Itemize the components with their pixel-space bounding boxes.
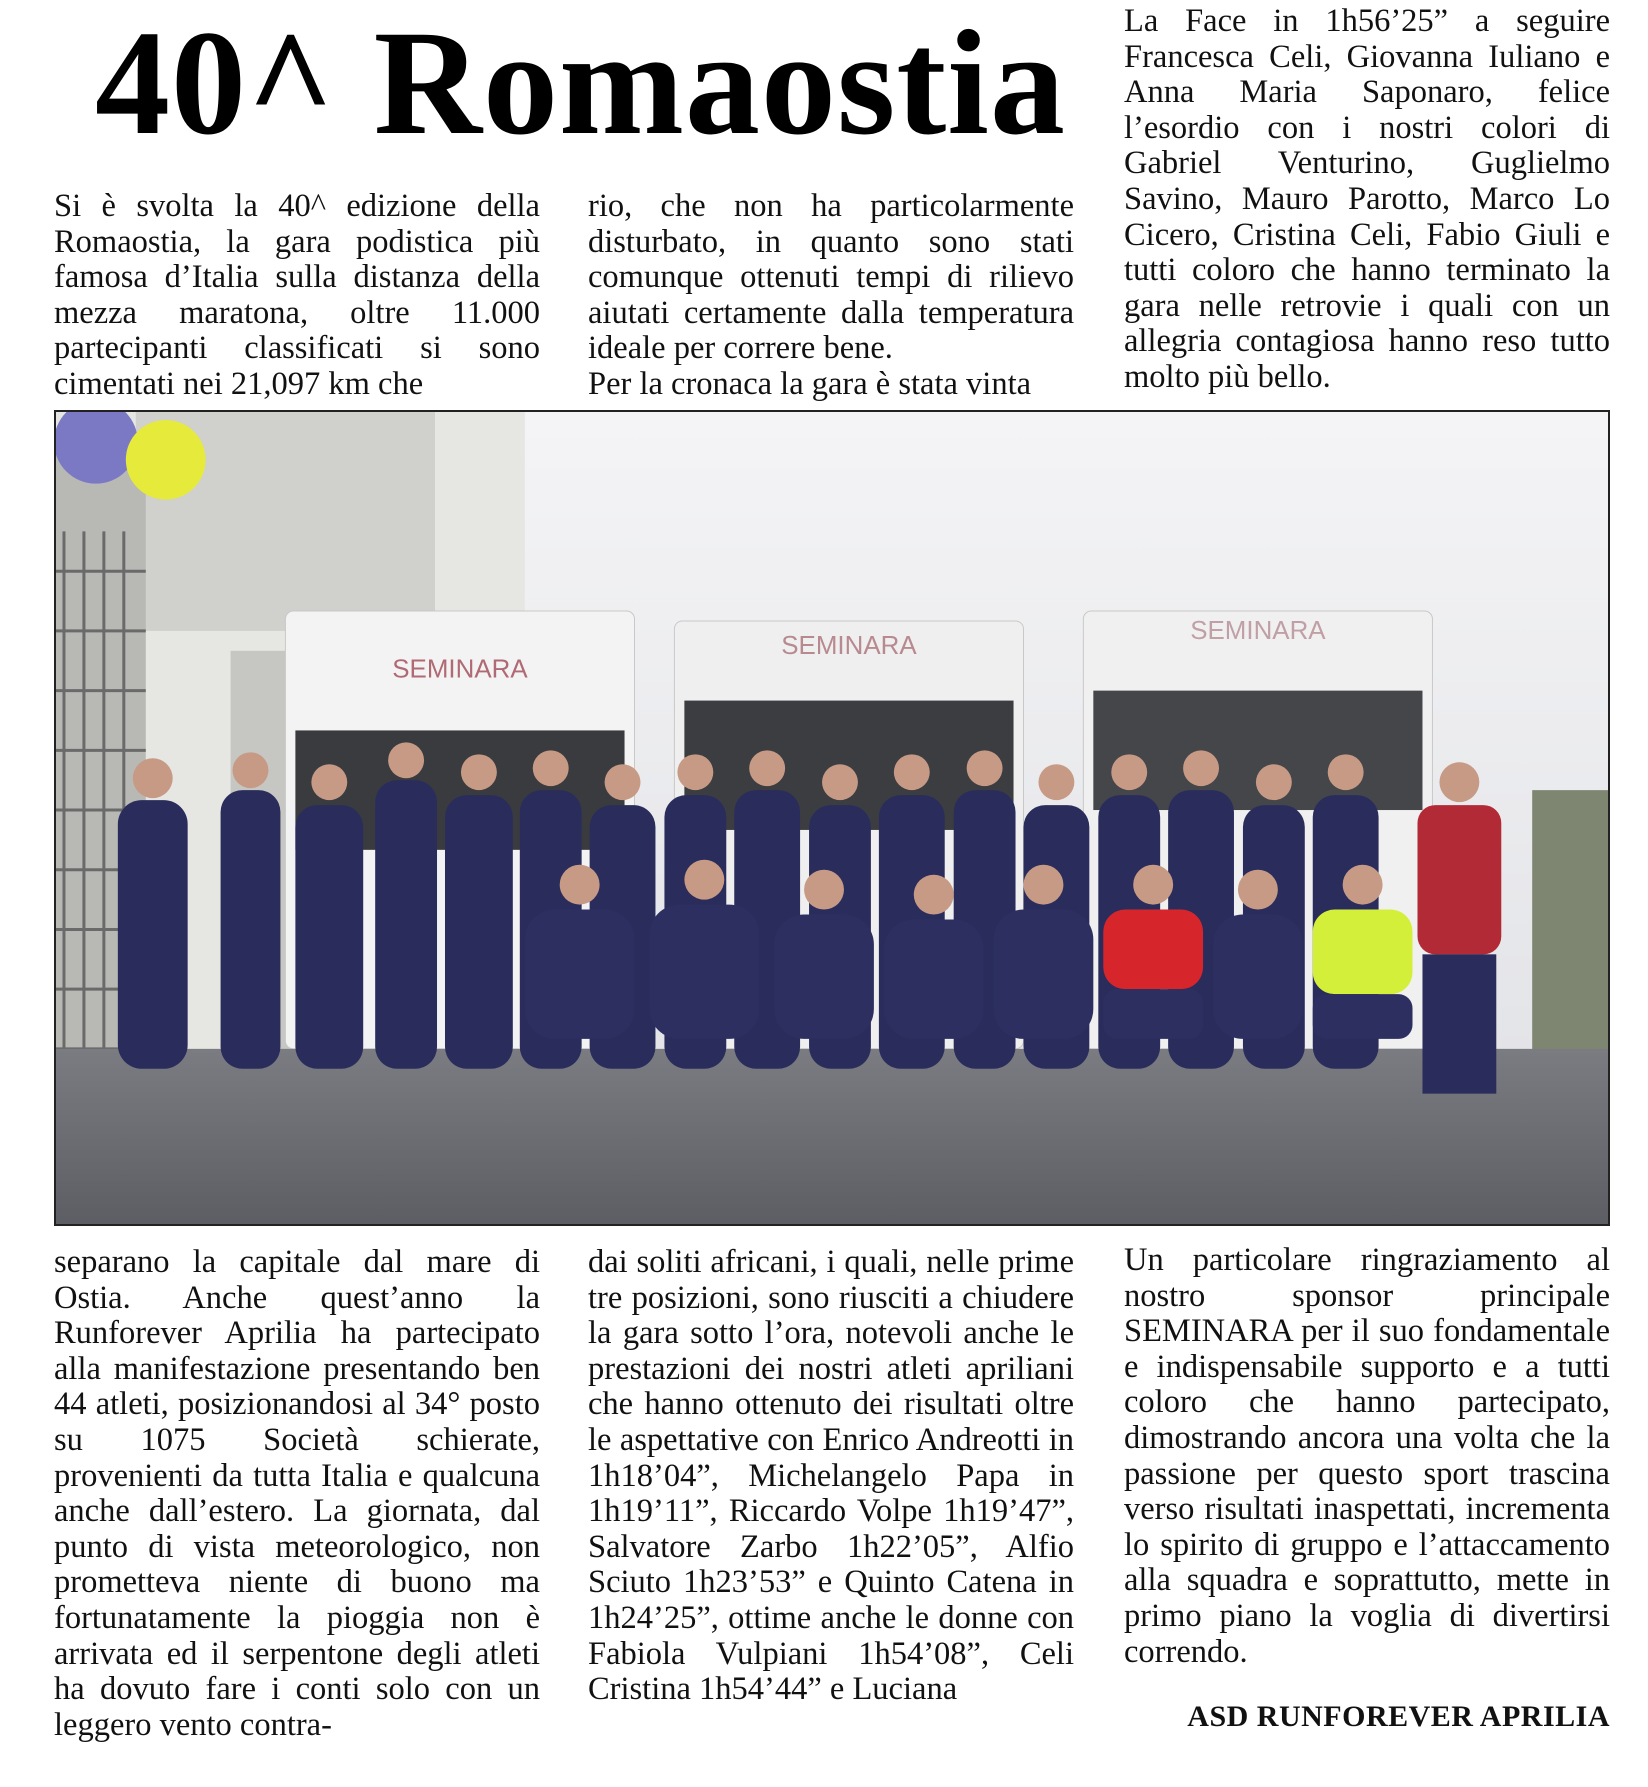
paragraph: Si è svolta la 40^ edizione della Romaostia, la gara podistica più famosa d’Italia sulla distanza della mezza maratona, oltre 11.000 partecipanti classificati si sono cimentati nei 21,097 km che	[54, 188, 540, 402]
article-column-2-top	[588, 189, 1074, 403]
article-column-2-bottom	[588, 1245, 1074, 1708]
balloon	[126, 420, 206, 500]
article-column-3-top	[1124, 4, 1610, 396]
truck-logo: SEMINARA	[1190, 616, 1326, 645]
paragraph: Un particolare ringraziamento al nostro sponsor principale SEMINARA per il suo fondamentale e indispensabile supporto e a tutti coloro che hanno partecipato, dimostrando ancora una volta che la passione per questo sport trascina verso risultati inaspettati, incrementa lo spirito di gruppo e l’attaccamento alla squadra e soprattutto, mette in primo piano la voglia di divertirsi correndo.	[1124, 1242, 1610, 1670]
truck-logo: SEMINARA	[781, 631, 917, 660]
headline: 40^ Romaostia	[95, 0, 1066, 166]
paragraph: rio, che non ha particolarmente disturbato, in quanto sono stati comunque ottenuti tempi di rilievo aiutati certamente dalla temperatura ideale per correre bene.	[588, 188, 1074, 367]
article-column-3-bottom	[1124, 1243, 1610, 1670]
team-photo-image	[56, 412, 1608, 1224]
paragraph: separano la capitale dal mare di Ostia. Anche quest’anno la Runforever Aprilia ha partecipato alla manifestazione presentando ben 44 atleti, posizionandosi al 34° posto su 1075 Società schierate, provenienti da tutta Italia e qualcuna anche dall’estero. La giornata, dal punto di vista meteorologico, non prometteva niente di buono ma fortunatamente la pioggia non è arrivata ed il serpentone degli atleti ha dovuto fare i conti solo con un leggero vento contra-	[54, 1244, 540, 1743]
article-column-1-top	[54, 189, 540, 403]
truck-logo: SEMINARA	[392, 655, 528, 684]
author-signature: ASD RUNFOREVER APRILIA	[1187, 1700, 1610, 1733]
paragraph: dai soliti africani, i quali, nelle prime tre posizioni, sono riusciti a chiudere la gara sotto l’ora, notevoli anche le prestazioni dei nostri atleti apriliani che hanno ottenuto dei risultati oltre le aspettative con Enrico Andreotti in 1h18’04”, Michelangelo Papa in 1h19’11”, Riccardo Volpe 1h19’47”, Salvatore Zarbo 1h22’05”, Alfio Sciuto 1h23’53” e Quinto Catena in 1h24’25”, ottime anche le donne con Fabiola Vulpiani 1h54’08”, Celi Cristina 1h54’44” e Luciana	[588, 1244, 1074, 1708]
team-photo	[54, 410, 1610, 1226]
paragraph: Per la cronaca la gara è stata vinta	[588, 365, 1032, 402]
article-column-1-bottom	[54, 1245, 540, 1743]
paragraph: La Face in 1h56’25” a seguire Francesca Celi, Giovanna Iuliano e Anna Maria Saponaro, felice l’esordio con i nostri colori di Gabriel Venturino, Guglielmo Savino, Mauro Parotto, Marco Lo Cicero, Cristina Celi, Fabio Giuli e tutti coloro che hanno terminato la gara nelle retrovie i quali con un allegria contagiosa hanno reso tutto molto più bello.	[1124, 3, 1610, 395]
